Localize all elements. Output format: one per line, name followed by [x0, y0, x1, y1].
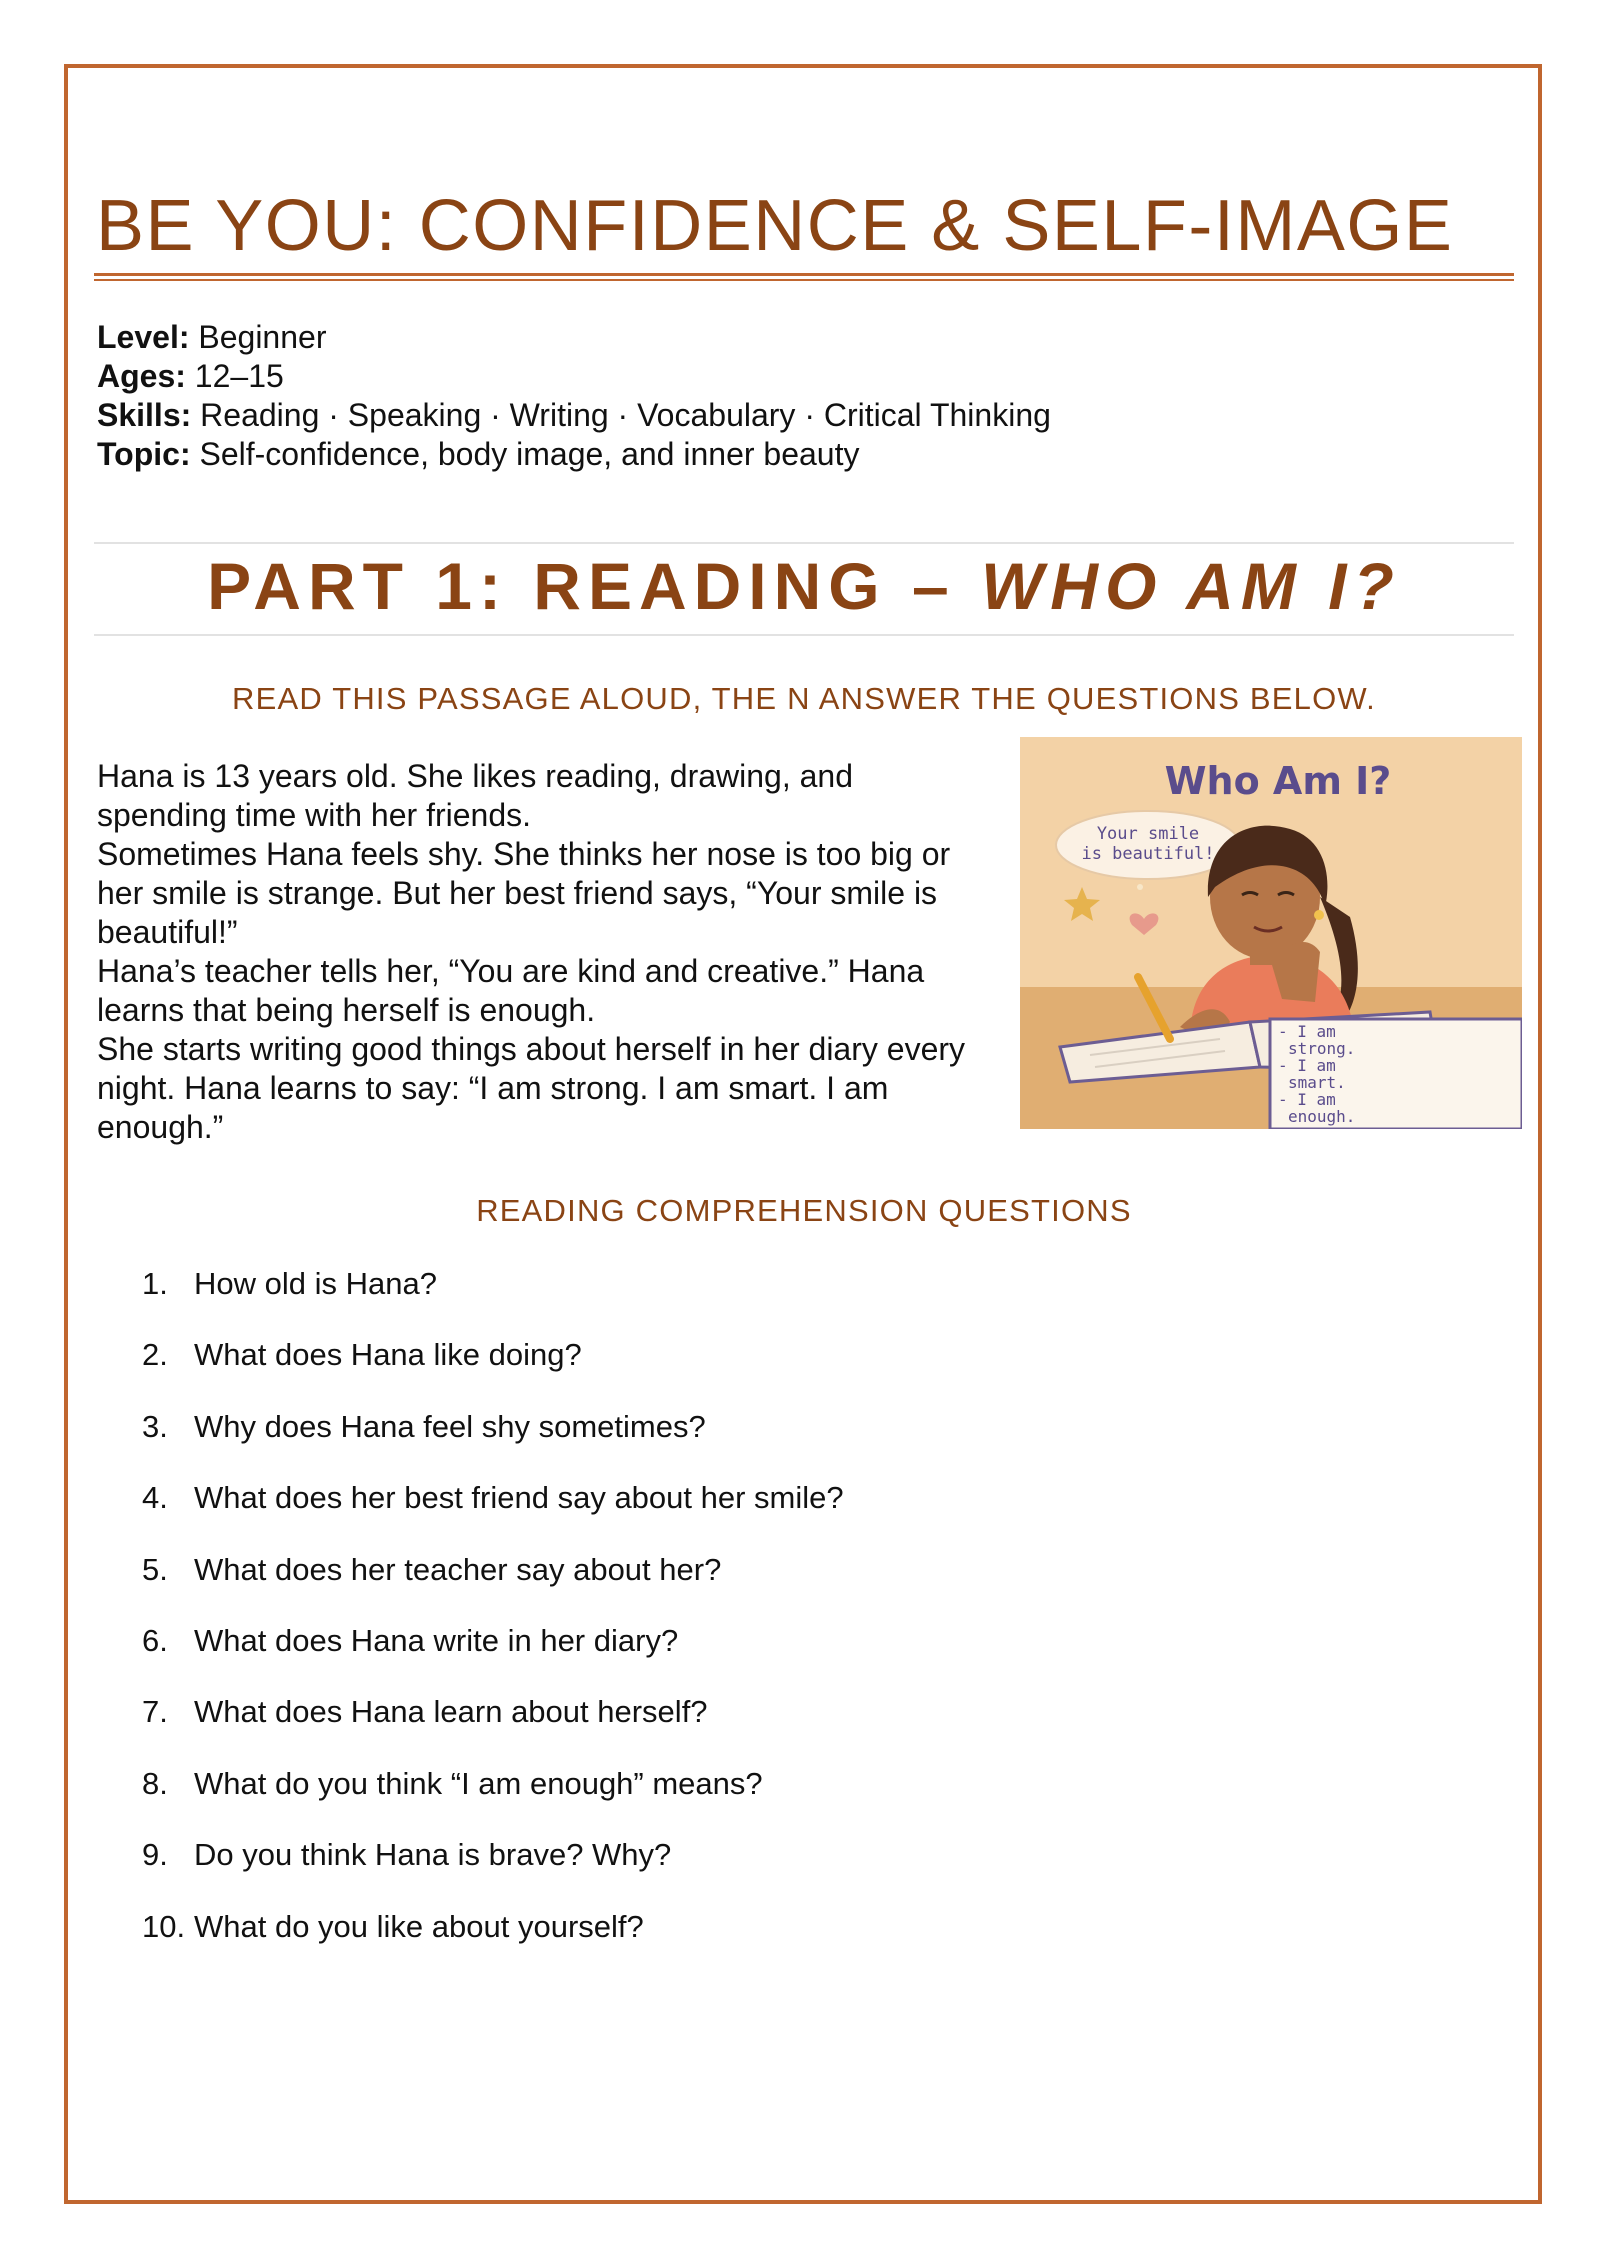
questions-heading: READING COMPREHENSION QUESTIONS — [476, 1193, 1132, 1228]
diary-line-text: smart. — [1288, 1073, 1346, 1092]
skills-value: Reading · Speaking · Writing · Vocabulary · Critical Thinking — [191, 397, 1051, 433]
page-title: BE YOU: CONFIDENCE & SELF-IMAGE — [96, 186, 1454, 266]
question-item — [142, 1479, 1342, 1550]
diary-line-text: strong. — [1288, 1039, 1356, 1058]
skills-label: Skills: — [97, 397, 192, 433]
sparkle-icon — [1137, 884, 1143, 890]
question-item — [142, 1836, 1342, 1907]
part1-heading — [94, 548, 1514, 624]
passage-line: enough.” — [97, 1109, 224, 1145]
question-number: 5. — [142, 1551, 168, 1587]
passage-line: Hana’s teacher tells her, “You are kind and creative.” Hana — [97, 953, 925, 989]
bubble-line-1: Your smile — [1096, 824, 1200, 844]
diary-line-text: - I am — [1278, 1056, 1336, 1075]
question-text: What do you think “I am enough” means? — [194, 1765, 763, 1801]
question-number: 6. — [142, 1622, 168, 1658]
diary-line-text: - I am — [1278, 1090, 1336, 1109]
passage-line: Sometimes Hana feels shy. She thinks her nose is too big or — [97, 836, 951, 872]
reading-instruction: READ THIS PASSAGE ALOUD, THE N ANSWER THE QUESTIONS BELOW. — [232, 681, 1376, 716]
topic-label: Topic: — [97, 436, 191, 472]
passage-line: beautiful!” — [97, 914, 238, 950]
question-list — [142, 1265, 1342, 1979]
earring — [1314, 910, 1324, 920]
passage-line: spending time with her friends. — [97, 797, 531, 833]
question-number: 1. — [142, 1266, 168, 1301]
topic-row — [97, 435, 1497, 474]
question-text: What does Hana write in her diary? — [194, 1622, 679, 1658]
ages-value: 12–15 — [185, 358, 284, 394]
question-item — [142, 1908, 1342, 1979]
level-label: Level: — [97, 319, 190, 355]
level-row — [97, 318, 1497, 357]
diary-line-text: enough. — [1288, 1107, 1356, 1126]
title-underline — [94, 273, 1514, 276]
topic-value: Self-confidence, body image, and inner beauty — [190, 436, 860, 472]
question-text: Why does Hana feel shy sometimes? — [194, 1408, 706, 1444]
question-number: 9. — [142, 1837, 168, 1873]
question-text: What does her best friend say about her smile? — [194, 1480, 844, 1516]
question-item — [142, 1336, 1342, 1407]
skills-row — [97, 396, 1497, 435]
part1-heading-text: PART 1: READING – — [207, 549, 982, 623]
passage-line: She starts writing good things about herself in her diary every — [97, 1031, 966, 1067]
illustration-title: Who Am I? — [1164, 759, 1392, 803]
reading-passage — [97, 757, 997, 1147]
question-item — [142, 1693, 1342, 1764]
ages-row — [97, 357, 1497, 396]
ages-label: Ages: — [97, 358, 186, 394]
bubble-line-2: is beautiful! — [1081, 844, 1215, 864]
question-number: 10. — [142, 1908, 186, 1944]
question-number: 2. — [142, 1337, 168, 1373]
question-item — [142, 1551, 1342, 1622]
diary-line-text: - I am — [1278, 1022, 1336, 1041]
question-text: What does her teacher say about her? — [194, 1551, 722, 1587]
question-text: How old is Hana? — [194, 1266, 437, 1301]
passage-line: learns that being herself is enough. — [97, 992, 596, 1028]
question-number: 8. — [142, 1765, 168, 1801]
part1-heading-italic: WHO AM I? — [981, 549, 1401, 623]
question-item — [142, 1765, 1342, 1836]
lesson-info — [97, 318, 1497, 474]
title-underline-thin — [94, 279, 1514, 281]
passage-line: her smile is strange. But her best friend says, “Your smile is — [97, 875, 938, 911]
question-number: 7. — [142, 1694, 168, 1730]
section-divider-bottom — [94, 634, 1514, 636]
who-am-i-illustration — [1020, 737, 1522, 1129]
question-text: What do you like about yourself? — [194, 1908, 644, 1944]
question-item — [142, 1408, 1342, 1479]
question-number: 4. — [142, 1480, 168, 1516]
question-item — [142, 1265, 1342, 1336]
level-value: Beginner — [189, 319, 327, 355]
passage-line: Hana is 13 years old. She likes reading, drawing, and — [97, 758, 853, 794]
section-divider-top — [94, 542, 1514, 544]
question-item — [142, 1622, 1342, 1693]
question-number: 3. — [142, 1408, 168, 1444]
question-text: What does Hana learn about herself? — [194, 1694, 708, 1730]
question-text: Do you think Hana is brave? Why? — [194, 1837, 672, 1873]
question-text: What does Hana like doing? — [194, 1337, 582, 1373]
passage-line: night. Hana learns to say: “I am strong. I am smart. I am — [97, 1070, 889, 1106]
